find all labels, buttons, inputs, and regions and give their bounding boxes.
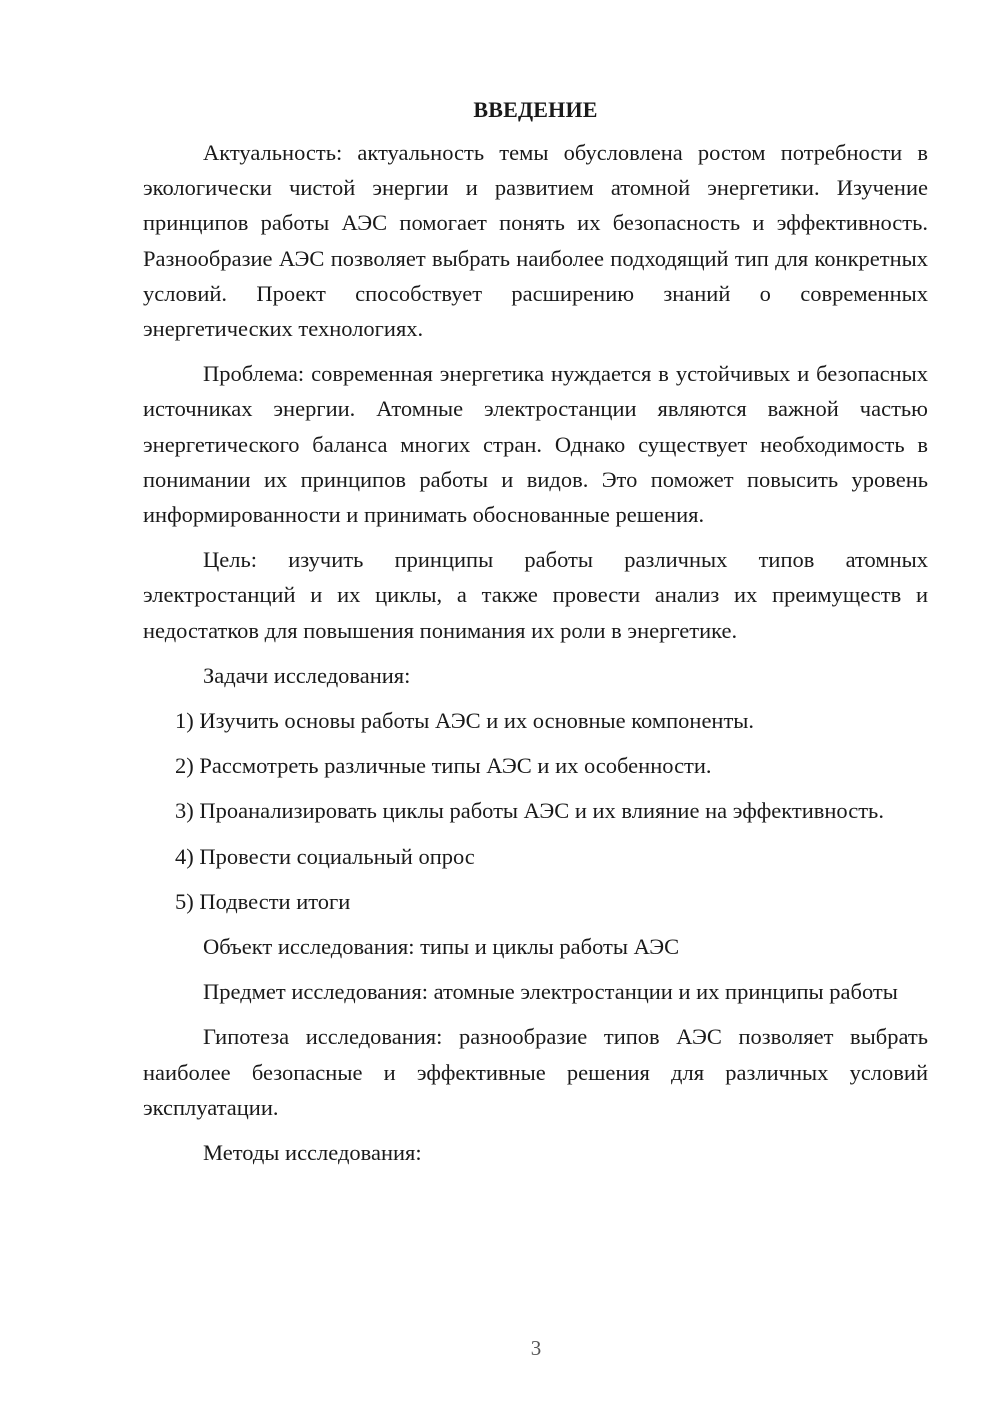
relevance-paragraph: Актуальность: актуальность темы обусловлена ростом потребности в экологически чистой энергии и развитием атомной энергетики. Изучение принципов работы АЭС помогает понять их безопасность и эффективность. Разнообразие АЭС позволяет выбрать наиболее подходящий тип для конкретных условий. Проект способствует расширению знаний о современных энергетических технологиях.: [143, 140, 928, 342]
hypothesis-paragraph: Гипотеза исследования: разнообразие типов АЭС позволяет выбрать наиболее безопасные и эффективные решения для различных условий эксплуатации.: [143, 1024, 928, 1120]
tasks-title: Задачи исследования:: [203, 662, 411, 688]
goal-paragraph: Цель: изучить принципы работы различных типов атомных электростанций и их циклы, а также провести анализ их преимуществ и недостатков для повышения понимания их роли в энергетике.: [143, 547, 928, 643]
page-number: 3: [530, 1336, 542, 1360]
methods-title: Методы исследования:: [203, 1140, 422, 1166]
list-item: 2) Рассмотреть различные типы АЭС и их особенности.: [175, 753, 712, 779]
document-body: [143, 92, 928, 1180]
list-item: 4) Провести социальный опрос: [175, 843, 475, 869]
page-title: ВВЕДЕНИЕ: [473, 97, 598, 122]
list-item: 1) Изучить основы работы АЭС и их основные компоненты.: [175, 708, 755, 734]
list-item: 3) Проанализировать циклы работы АЭС и их влияние на эффективность.: [175, 798, 884, 824]
object-paragraph: Объект исследования: типы и циклы работы АЭС: [203, 934, 680, 960]
subject-paragraph: Предмет исследования: атомные электростанции и их принципы работы: [203, 979, 898, 1005]
tasks-list: [143, 703, 928, 919]
list-item: 5) Подвести итоги: [175, 888, 351, 914]
problem-paragraph: Проблема: современная энергетика нуждается в устойчивых и безопасных источниках энергии. Атомные электростанции являются важной частью энергетического баланса многих стран. Однако существует необходимость в понимании их принципов работы и видов. Это поможет повысить уровень информированности и принимать обоснованные решения.: [143, 361, 928, 528]
